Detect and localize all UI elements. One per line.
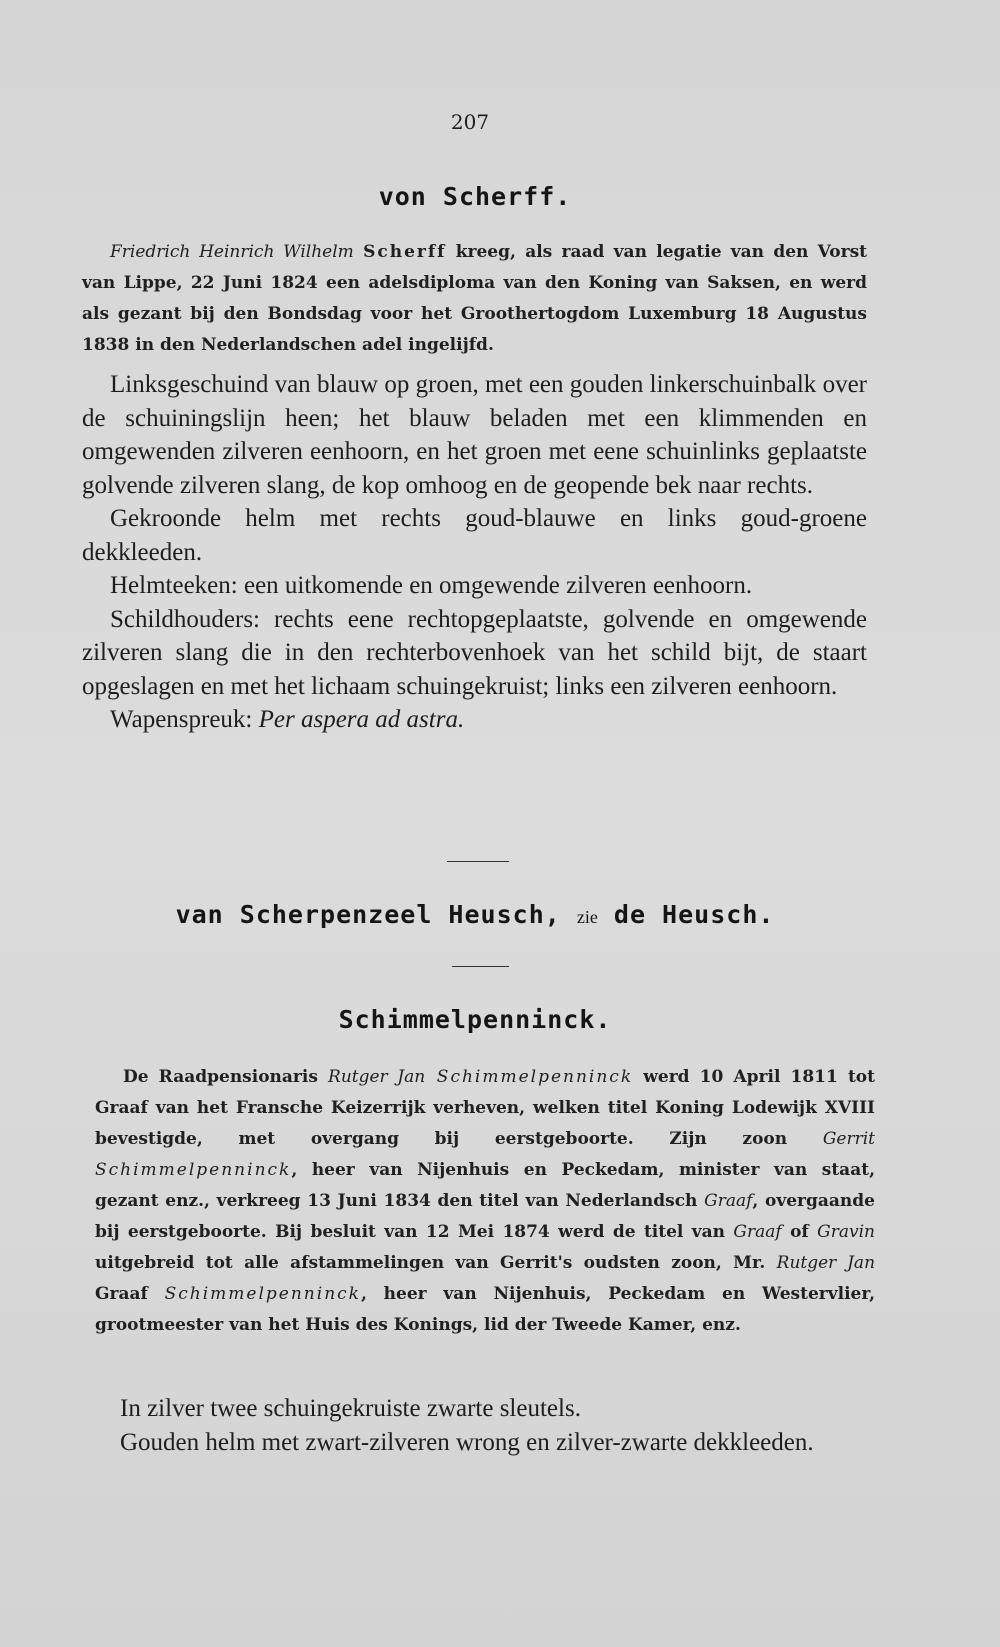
text-run: of [781,1222,818,1242]
motto-paragraph [82,703,867,737]
text-run: uitgebreid tot alle afstammelingen van Gerrit's oudsten zoon, Mr. [95,1253,777,1273]
motto-text: Per aspera ad astra. [258,706,465,733]
heading-van-scherpenzeel-heusch [0,900,950,929]
see-reference: de Heusch. [613,900,775,929]
schimmel-intro-paragraph [95,1062,875,1341]
heading-von-scherff: von Scherff. [378,182,572,211]
text-run: , overgaande bij eerstgeboorte. Bij besluit van 12 Mei 1874 werd de titel van [95,1191,875,1242]
crest-paragraph: Helmteeken: een uitkomende en omgewende zilveren eenhoorn. [110,572,753,599]
person-name: Gerrit [822,1129,875,1149]
person-surname: Schimmelpenninck [164,1284,361,1304]
scherpenzeel-title: van Scherpenzeel Heusch, [175,900,561,929]
scherff-intro-paragraph [82,237,867,361]
person-name: Friedrich Heinrich Wilhelm [110,242,354,262]
section-divider [447,861,509,862]
schimmel-arms-description [120,1392,890,1459]
text-run: De Raadpensionaris [123,1067,329,1087]
title-word: Gravin [817,1222,875,1242]
see-word: zie [576,907,598,927]
title-word: Graaf [704,1191,753,1211]
blazon-paragraph: In zilver twee schuingekruiste zwarte sleutels. [120,1395,581,1422]
helm-paragraph: Gouden helm met zwart-zilveren wrong en zilver-zwarte dekkleeden. [120,1428,814,1456]
text-run: , heer van Nijenhuis en Peckedam, minister van staat, gezant enz., verkreeg 13 Juni 1834 den titel van Nederlandsch [95,1160,875,1211]
section-divider [452,966,509,967]
heading-schimmelpenninck: Schimmelpenninck. [338,1005,612,1034]
text-run: , heer van Nijenhuis, Peckedam en Westervlier, grootmeester van het Huis des Konings, lid der Tweede Kamer, enz. [95,1284,875,1335]
person-surname: Scherff [363,242,447,262]
helm-paragraph: Gekroonde helm met rechts goud-blauwe en links goud-groene dekkleeden. [82,505,867,566]
page-number: 207 [450,110,490,134]
person-name: Rutger Jan [328,1067,426,1087]
person-name: Rutger Jan [776,1253,876,1273]
text-run: Graaf [95,1284,165,1304]
intro-text: kreeg, als raad van legatie van den Vorst van Lippe, 22 Juni 1824 een adelsdiploma van den Koning van Saksen, en werd als gezant bij den Bondsdag voor het Groothertogdom Luxemburg 18 Augustus 1838 in den Nederlandschen adel ingelijfd. [82,242,868,355]
scherff-arms-description [82,368,867,737]
person-surname: Schimmelpenninck [425,1067,634,1087]
supporters-paragraph: Schildhouders: rechts eene rechtopgeplaatste, golvende en omgewende zilveren slang die in den rechterbovenhoek van het schild bijt, de staart opgeslagen en met het lichaam schuingekruist; links een zilveren eenhoorn. [82,605,867,700]
title-word: Graaf [733,1222,782,1242]
blazon-paragraph: Linksgeschuind van blauw op groen, met een gouden linkerschuinbalk over de schuiningslijn heen; het blauw beladen met een klimmenden en omgewenden zilveren eenhoorn, en het groen met eene schuinlinks geplaatste golvende zilveren slang, de kop omhoog en de geopende bek naar rechts. [82,371,867,499]
person-surname: Schimmelpenninck [95,1160,292,1180]
text-run: werd 10 April 1811 tot Graaf van het Fransche Keizerrijk verheven, welken titel Koning Lodewijk XVIII bevestigde, met overgang bij eerstgeboorte. Zijn zoon [95,1067,875,1149]
motto-label: Wapenspreuk: [110,706,259,733]
